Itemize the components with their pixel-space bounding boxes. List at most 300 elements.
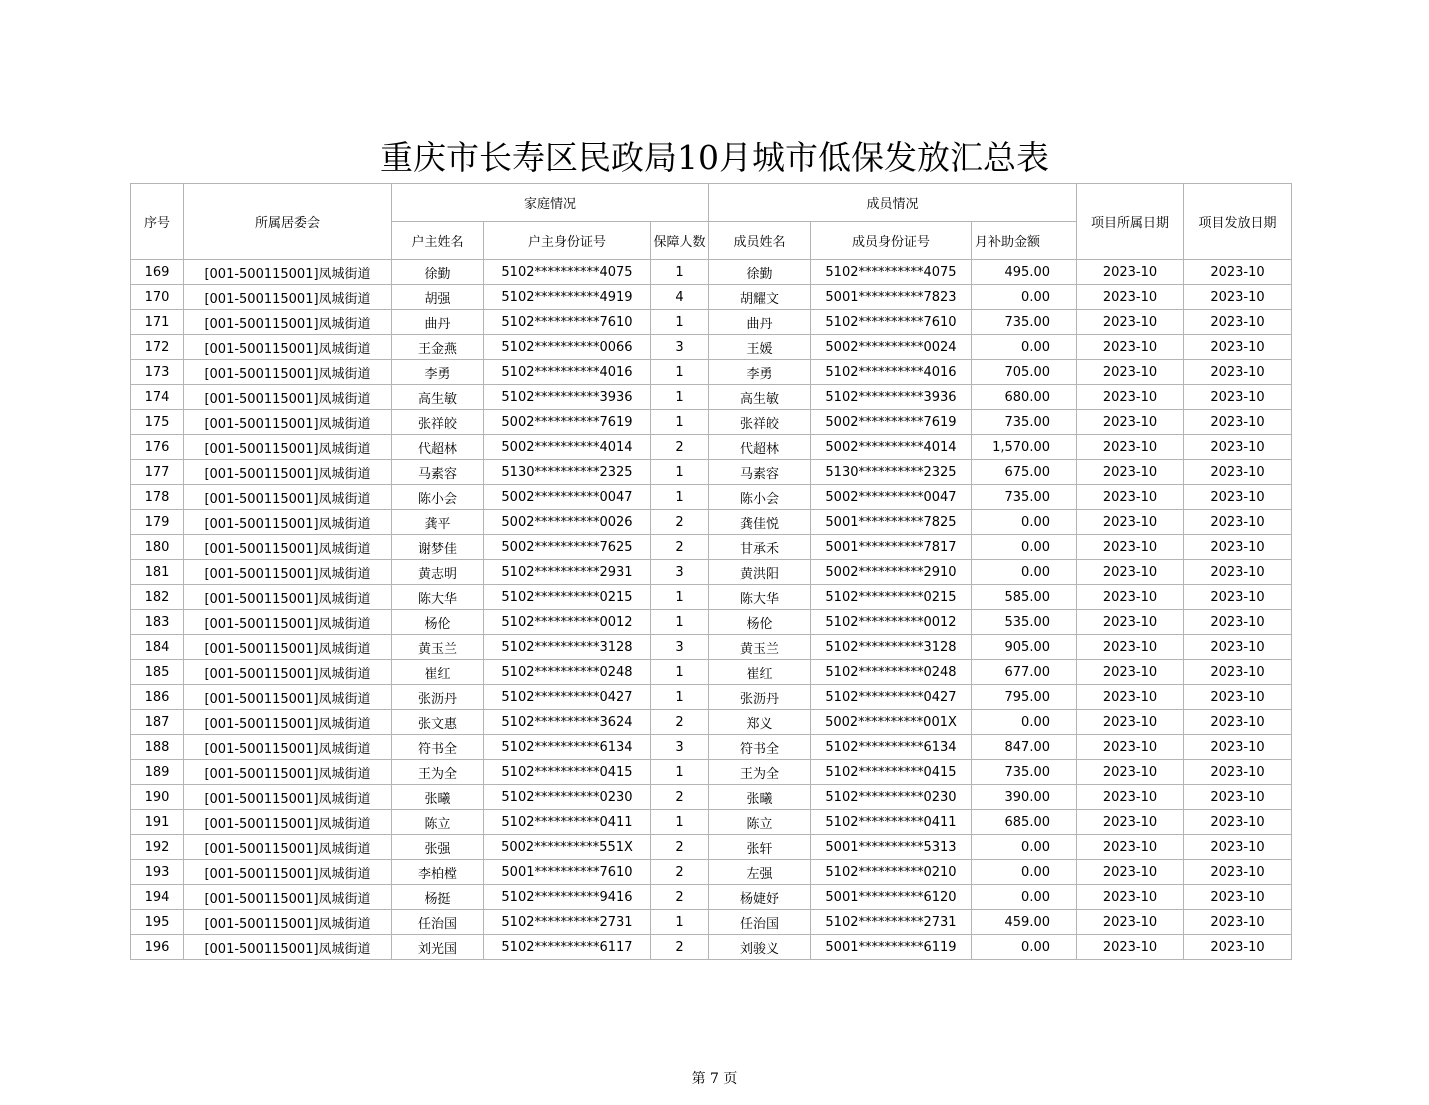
- cell-seq: 181: [131, 560, 184, 585]
- cell-insured-count: 1: [651, 460, 709, 485]
- cell-project-date: 2023-10: [1077, 685, 1184, 710]
- cell-project-date: 2023-10: [1077, 910, 1184, 935]
- cell-seq: 178: [131, 485, 184, 510]
- cell-member-id: 5102**********2731: [811, 910, 972, 935]
- cell-head-id: 5102**********6134: [484, 735, 651, 760]
- cell-insured-count: 3: [651, 635, 709, 660]
- cell-seq: 190: [131, 785, 184, 810]
- cell-head-name: 崔红: [392, 660, 484, 685]
- cell-head-id: 5102**********0411: [484, 810, 651, 835]
- cell-member-id: 5002**********2910: [811, 560, 972, 585]
- cell-member-name: 黄玉兰: [709, 635, 811, 660]
- cell-committee: [001-500115001]凤城街道: [184, 835, 392, 860]
- cell-committee: [001-500115001]凤城街道: [184, 910, 392, 935]
- cell-project-date: 2023-10: [1077, 410, 1184, 435]
- cell-insured-count: 2: [651, 710, 709, 735]
- cell-insured-count: 1: [651, 760, 709, 785]
- cell-insured-count: 2: [651, 935, 709, 960]
- table-row: [131, 760, 1292, 785]
- table-row: [131, 785, 1292, 810]
- cell-head-name: 任治国: [392, 910, 484, 935]
- cell-head-id: 5002**********0047: [484, 485, 651, 510]
- cell-committee: [001-500115001]凤城街道: [184, 535, 392, 560]
- allowance-table: [130, 183, 1292, 960]
- cell-head-name: 刘光国: [392, 935, 484, 960]
- cell-member-id: 5102**********6134: [811, 735, 972, 760]
- page-title: 重庆市长寿区民政局10月城市低保发放汇总表: [380, 138, 1049, 177]
- cell-issue-date: 2023-10: [1184, 610, 1292, 635]
- cell-issue-date: 2023-10: [1184, 910, 1292, 935]
- cell-issue-date: 2023-10: [1184, 685, 1292, 710]
- cell-seq: 175: [131, 410, 184, 435]
- cell-head-id: 5102**********0427: [484, 685, 651, 710]
- cell-insured-count: 1: [651, 260, 709, 285]
- cell-head-id: 5102**********6117: [484, 935, 651, 960]
- cell-monthly-amount: 0.00: [972, 560, 1077, 585]
- cell-monthly-amount: 0.00: [972, 535, 1077, 560]
- cell-insured-count: 2: [651, 535, 709, 560]
- cell-head-id: 5102**********7610: [484, 310, 651, 335]
- cell-issue-date: 2023-10: [1184, 260, 1292, 285]
- cell-seq: 184: [131, 635, 184, 660]
- cell-insured-count: 3: [651, 335, 709, 360]
- cell-project-date: 2023-10: [1077, 260, 1184, 285]
- cell-head-id: 5102**********2931: [484, 560, 651, 585]
- cell-seq: 182: [131, 585, 184, 610]
- cell-head-id: 5102**********0415: [484, 760, 651, 785]
- cell-member-id: 5001**********6120: [811, 885, 972, 910]
- cell-monthly-amount: 459.00: [972, 910, 1077, 935]
- cell-head-name: 张曦: [392, 785, 484, 810]
- cell-seq: 172: [131, 335, 184, 360]
- table-header: [131, 184, 1292, 260]
- page-number: 第 7 页: [691, 1071, 738, 1087]
- cell-head-name: 张强: [392, 835, 484, 860]
- cell-seq: 191: [131, 810, 184, 835]
- cell-seq: 195: [131, 910, 184, 935]
- table-row: [131, 310, 1292, 335]
- cell-insured-count: 1: [651, 685, 709, 710]
- cell-insured-count: 2: [651, 835, 709, 860]
- cell-issue-date: 2023-10: [1184, 810, 1292, 835]
- cell-project-date: 2023-10: [1077, 535, 1184, 560]
- cell-member-id: 5102**********4075: [811, 260, 972, 285]
- cell-head-name: 胡强: [392, 285, 484, 310]
- cell-issue-date: 2023-10: [1184, 785, 1292, 810]
- cell-project-date: 2023-10: [1077, 885, 1184, 910]
- cell-project-date: 2023-10: [1077, 510, 1184, 535]
- cell-member-id: 5002**********4014: [811, 435, 972, 460]
- cell-member-name: 曲丹: [709, 310, 811, 335]
- cell-member-name: 甘承禾: [709, 535, 811, 560]
- cell-insured-count: 1: [651, 385, 709, 410]
- cell-committee: [001-500115001]凤城街道: [184, 785, 392, 810]
- cell-project-date: 2023-10: [1077, 385, 1184, 410]
- header-issue-date: 项目发放日期: [1184, 184, 1292, 260]
- header-insured-count: 保障人数: [651, 222, 709, 260]
- cell-committee: [001-500115001]凤城街道: [184, 860, 392, 885]
- cell-monthly-amount: 0.00: [972, 860, 1077, 885]
- cell-monthly-amount: 735.00: [972, 410, 1077, 435]
- cell-member-name: 黄洪阳: [709, 560, 811, 585]
- cell-insured-count: 1: [651, 910, 709, 935]
- table-row: [131, 585, 1292, 610]
- cell-member-name: 陈立: [709, 810, 811, 835]
- cell-committee: [001-500115001]凤城街道: [184, 335, 392, 360]
- cell-member-name: 马素容: [709, 460, 811, 485]
- cell-member-name: 胡耀文: [709, 285, 811, 310]
- cell-head-id: 5102**********0215: [484, 585, 651, 610]
- cell-insured-count: 2: [651, 885, 709, 910]
- cell-member-id: 5002**********7619: [811, 410, 972, 435]
- cell-member-id: 5102**********3128: [811, 635, 972, 660]
- header-head-id: 户主身份证号: [484, 222, 651, 260]
- table-row: [131, 910, 1292, 935]
- cell-insured-count: 1: [651, 610, 709, 635]
- cell-monthly-amount: 0.00: [972, 335, 1077, 360]
- cell-monthly-amount: 0.00: [972, 285, 1077, 310]
- cell-committee: [001-500115001]凤城街道: [184, 285, 392, 310]
- cell-member-name: 张沥丹: [709, 685, 811, 710]
- table-row: [131, 835, 1292, 860]
- cell-insured-count: 2: [651, 785, 709, 810]
- cell-project-date: 2023-10: [1077, 835, 1184, 860]
- cell-committee: [001-500115001]凤城街道: [184, 460, 392, 485]
- cell-member-name: 张曦: [709, 785, 811, 810]
- header-head-name: 户主姓名: [392, 222, 484, 260]
- cell-head-name: 张沥丹: [392, 685, 484, 710]
- cell-committee: [001-500115001]凤城街道: [184, 385, 392, 410]
- cell-issue-date: 2023-10: [1184, 585, 1292, 610]
- cell-insured-count: 1: [651, 410, 709, 435]
- cell-project-date: 2023-10: [1077, 360, 1184, 385]
- cell-head-id: 5002**********551X: [484, 835, 651, 860]
- cell-insured-count: 1: [651, 810, 709, 835]
- cell-member-id: 5002**********0024: [811, 335, 972, 360]
- cell-head-name: 陈立: [392, 810, 484, 835]
- cell-monthly-amount: 735.00: [972, 310, 1077, 335]
- cell-monthly-amount: 0.00: [972, 710, 1077, 735]
- cell-member-id: 5102**********0210: [811, 860, 972, 885]
- cell-head-name: 杨伦: [392, 610, 484, 635]
- cell-monthly-amount: 1,570.00: [972, 435, 1077, 460]
- cell-project-date: 2023-10: [1077, 285, 1184, 310]
- cell-issue-date: 2023-10: [1184, 410, 1292, 435]
- cell-head-id: 5002**********7619: [484, 410, 651, 435]
- cell-issue-date: 2023-10: [1184, 935, 1292, 960]
- cell-committee: [001-500115001]凤城街道: [184, 510, 392, 535]
- cell-issue-date: 2023-10: [1184, 635, 1292, 660]
- cell-seq: 186: [131, 685, 184, 710]
- header-family-group: 家庭情况: [392, 184, 709, 222]
- cell-head-name: 李勇: [392, 360, 484, 385]
- cell-seq: 176: [131, 435, 184, 460]
- header-member-name: 成员姓名: [709, 222, 811, 260]
- cell-member-name: 符书全: [709, 735, 811, 760]
- cell-project-date: 2023-10: [1077, 635, 1184, 660]
- cell-member-name: 陈小会: [709, 485, 811, 510]
- cell-project-date: 2023-10: [1077, 860, 1184, 885]
- cell-monthly-amount: 585.00: [972, 585, 1077, 610]
- cell-seq: 192: [131, 835, 184, 860]
- cell-issue-date: 2023-10: [1184, 660, 1292, 685]
- cell-head-id: 5001**********7610: [484, 860, 651, 885]
- cell-seq: 185: [131, 660, 184, 685]
- cell-member-id: 5102**********0248: [811, 660, 972, 685]
- cell-seq: 183: [131, 610, 184, 635]
- cell-issue-date: 2023-10: [1184, 310, 1292, 335]
- header-monthly-amount: 月补助金额: [972, 222, 1077, 260]
- cell-monthly-amount: 677.00: [972, 660, 1077, 685]
- cell-head-name: 符书全: [392, 735, 484, 760]
- cell-head-id: 5130**********2325: [484, 460, 651, 485]
- cell-issue-date: 2023-10: [1184, 535, 1292, 560]
- cell-committee: [001-500115001]凤城街道: [184, 660, 392, 685]
- cell-head-id: 5102**********3624: [484, 710, 651, 735]
- header-member-id: 成员身份证号: [811, 222, 972, 260]
- cell-project-date: 2023-10: [1077, 735, 1184, 760]
- cell-monthly-amount: 680.00: [972, 385, 1077, 410]
- cell-head-name: 李柏樘: [392, 860, 484, 885]
- table-row: [131, 435, 1292, 460]
- table-row: [131, 485, 1292, 510]
- cell-head-name: 杨挺: [392, 885, 484, 910]
- table-row: [131, 460, 1292, 485]
- table-row: [131, 410, 1292, 435]
- cell-issue-date: 2023-10: [1184, 760, 1292, 785]
- cell-project-date: 2023-10: [1077, 585, 1184, 610]
- cell-head-id: 5102**********0066: [484, 335, 651, 360]
- cell-member-id: 5001**********7823: [811, 285, 972, 310]
- cell-insured-count: 1: [651, 360, 709, 385]
- cell-seq: 196: [131, 935, 184, 960]
- cell-issue-date: 2023-10: [1184, 335, 1292, 360]
- cell-seq: 193: [131, 860, 184, 885]
- cell-monthly-amount: 685.00: [972, 810, 1077, 835]
- cell-member-id: 5001**********5313: [811, 835, 972, 860]
- cell-member-name: 张祥皎: [709, 410, 811, 435]
- cell-monthly-amount: 0.00: [972, 510, 1077, 535]
- cell-seq: 194: [131, 885, 184, 910]
- cell-member-name: 高生敏: [709, 385, 811, 410]
- cell-member-name: 陈大华: [709, 585, 811, 610]
- cell-committee: [001-500115001]凤城街道: [184, 585, 392, 610]
- cell-issue-date: 2023-10: [1184, 860, 1292, 885]
- cell-committee: [001-500115001]凤城街道: [184, 885, 392, 910]
- cell-project-date: 2023-10: [1077, 560, 1184, 585]
- cell-seq: 179: [131, 510, 184, 535]
- cell-head-name: 马素容: [392, 460, 484, 485]
- cell-project-date: 2023-10: [1077, 460, 1184, 485]
- cell-member-name: 任治国: [709, 910, 811, 935]
- table-row: [131, 885, 1292, 910]
- cell-issue-date: 2023-10: [1184, 485, 1292, 510]
- cell-member-id: 5102**********3936: [811, 385, 972, 410]
- cell-seq: 180: [131, 535, 184, 560]
- cell-head-name: 谢梦佳: [392, 535, 484, 560]
- table-row: [131, 735, 1292, 760]
- cell-member-id: 5102**********4016: [811, 360, 972, 385]
- table-row: [131, 260, 1292, 285]
- cell-issue-date: 2023-10: [1184, 360, 1292, 385]
- cell-committee: [001-500115001]凤城街道: [184, 810, 392, 835]
- cell-head-id: 5102**********0248: [484, 660, 651, 685]
- cell-member-name: 徐勤: [709, 260, 811, 285]
- cell-monthly-amount: 0.00: [972, 835, 1077, 860]
- cell-insured-count: 1: [651, 310, 709, 335]
- cell-member-name: 王为全: [709, 760, 811, 785]
- cell-issue-date: 2023-10: [1184, 560, 1292, 585]
- cell-monthly-amount: 735.00: [972, 485, 1077, 510]
- cell-monthly-amount: 0.00: [972, 885, 1077, 910]
- cell-head-name: 龚平: [392, 510, 484, 535]
- cell-head-id: 5102**********4919: [484, 285, 651, 310]
- cell-member-id: 5102**********0230: [811, 785, 972, 810]
- cell-head-name: 黄志明: [392, 560, 484, 585]
- cell-member-id: 5102**********0012: [811, 610, 972, 635]
- cell-insured-count: 3: [651, 560, 709, 585]
- cell-project-date: 2023-10: [1077, 485, 1184, 510]
- cell-project-date: 2023-10: [1077, 710, 1184, 735]
- cell-member-id: 5002**********0047: [811, 485, 972, 510]
- cell-head-name: 王为全: [392, 760, 484, 785]
- cell-committee: [001-500115001]凤城街道: [184, 485, 392, 510]
- cell-monthly-amount: 495.00: [972, 260, 1077, 285]
- cell-insured-count: 2: [651, 860, 709, 885]
- table-row: [131, 610, 1292, 635]
- cell-seq: 177: [131, 460, 184, 485]
- cell-member-name: 李勇: [709, 360, 811, 385]
- cell-committee: [001-500115001]凤城街道: [184, 435, 392, 460]
- cell-member-name: 龚佳悦: [709, 510, 811, 535]
- cell-project-date: 2023-10: [1077, 785, 1184, 810]
- cell-project-date: 2023-10: [1077, 660, 1184, 685]
- table-row: [131, 285, 1292, 310]
- header-seq: 序号: [131, 184, 184, 260]
- cell-member-id: 5130**********2325: [811, 460, 972, 485]
- cell-head-name: 张文惠: [392, 710, 484, 735]
- cell-head-name: 徐勤: [392, 260, 484, 285]
- cell-seq: 187: [131, 710, 184, 735]
- cell-seq: 169: [131, 260, 184, 285]
- table-row: [131, 810, 1292, 835]
- table-row: [131, 685, 1292, 710]
- cell-head-id: 5102**********3936: [484, 385, 651, 410]
- table-row: [131, 710, 1292, 735]
- cell-committee: [001-500115001]凤城街道: [184, 685, 392, 710]
- cell-committee: [001-500115001]凤城街道: [184, 935, 392, 960]
- cell-committee: [001-500115001]凤城街道: [184, 260, 392, 285]
- cell-member-id: 5001**********7825: [811, 510, 972, 535]
- cell-member-name: 杨婕妤: [709, 885, 811, 910]
- cell-head-id: 5102**********4016: [484, 360, 651, 385]
- cell-project-date: 2023-10: [1077, 435, 1184, 460]
- table-row: [131, 860, 1292, 885]
- cell-seq: 173: [131, 360, 184, 385]
- table-row: [131, 660, 1292, 685]
- header-member-group: 成员情况: [709, 184, 1077, 222]
- cell-insured-count: 4: [651, 285, 709, 310]
- cell-head-name: 陈大华: [392, 585, 484, 610]
- cell-committee: [001-500115001]凤城街道: [184, 310, 392, 335]
- cell-issue-date: 2023-10: [1184, 285, 1292, 310]
- cell-monthly-amount: 705.00: [972, 360, 1077, 385]
- cell-monthly-amount: 795.00: [972, 685, 1077, 710]
- cell-monthly-amount: 0.00: [972, 935, 1077, 960]
- cell-seq: 170: [131, 285, 184, 310]
- cell-member-id: 5001**********7817: [811, 535, 972, 560]
- cell-committee: [001-500115001]凤城街道: [184, 635, 392, 660]
- cell-member-name: 左强: [709, 860, 811, 885]
- table-row: [131, 335, 1292, 360]
- table-row: [131, 935, 1292, 960]
- cell-committee: [001-500115001]凤城街道: [184, 560, 392, 585]
- cell-issue-date: 2023-10: [1184, 885, 1292, 910]
- cell-committee: [001-500115001]凤城街道: [184, 410, 392, 435]
- table-row: [131, 635, 1292, 660]
- cell-insured-count: 3: [651, 735, 709, 760]
- table-row: [131, 560, 1292, 585]
- cell-head-name: 陈小会: [392, 485, 484, 510]
- cell-head-id: 5102**********9416: [484, 885, 651, 910]
- cell-project-date: 2023-10: [1077, 310, 1184, 335]
- cell-head-id: 5002**********0026: [484, 510, 651, 535]
- table-row: [131, 360, 1292, 385]
- header-committee: 所属居委会: [184, 184, 392, 260]
- cell-head-id: 5002**********7625: [484, 535, 651, 560]
- cell-seq: 171: [131, 310, 184, 335]
- cell-head-name: 王金燕: [392, 335, 484, 360]
- cell-committee: [001-500115001]凤城街道: [184, 710, 392, 735]
- cell-member-id: 5102**********0411: [811, 810, 972, 835]
- cell-member-name: 郑义: [709, 710, 811, 735]
- cell-insured-count: 1: [651, 660, 709, 685]
- cell-project-date: 2023-10: [1077, 935, 1184, 960]
- cell-issue-date: 2023-10: [1184, 835, 1292, 860]
- cell-issue-date: 2023-10: [1184, 435, 1292, 460]
- cell-project-date: 2023-10: [1077, 810, 1184, 835]
- table-body: [131, 260, 1292, 960]
- cell-issue-date: 2023-10: [1184, 385, 1292, 410]
- header-project-date: 项目所属日期: [1077, 184, 1184, 260]
- cell-head-id: 5102**********2731: [484, 910, 651, 935]
- cell-committee: [001-500115001]凤城街道: [184, 610, 392, 635]
- cell-issue-date: 2023-10: [1184, 735, 1292, 760]
- cell-member-name: 刘骏义: [709, 935, 811, 960]
- cell-insured-count: 2: [651, 510, 709, 535]
- cell-committee: [001-500115001]凤城街道: [184, 760, 392, 785]
- cell-head-name: 代超林: [392, 435, 484, 460]
- cell-member-name: 代超林: [709, 435, 811, 460]
- cell-committee: [001-500115001]凤城街道: [184, 360, 392, 385]
- cell-member-id: 5102**********0427: [811, 685, 972, 710]
- cell-monthly-amount: 675.00: [972, 460, 1077, 485]
- cell-project-date: 2023-10: [1077, 760, 1184, 785]
- cell-issue-date: 2023-10: [1184, 710, 1292, 735]
- cell-seq: 189: [131, 760, 184, 785]
- table-row: [131, 385, 1292, 410]
- cell-insured-count: 2: [651, 435, 709, 460]
- cell-head-id: 5102**********3128: [484, 635, 651, 660]
- cell-member-name: 王媛: [709, 335, 811, 360]
- table-row: [131, 535, 1292, 560]
- cell-committee: [001-500115001]凤城街道: [184, 735, 392, 760]
- cell-head-name: 高生敏: [392, 385, 484, 410]
- cell-member-id: 5001**********6119: [811, 935, 972, 960]
- cell-head-id: 5102**********4075: [484, 260, 651, 285]
- cell-member-id: 5102**********7610: [811, 310, 972, 335]
- cell-issue-date: 2023-10: [1184, 460, 1292, 485]
